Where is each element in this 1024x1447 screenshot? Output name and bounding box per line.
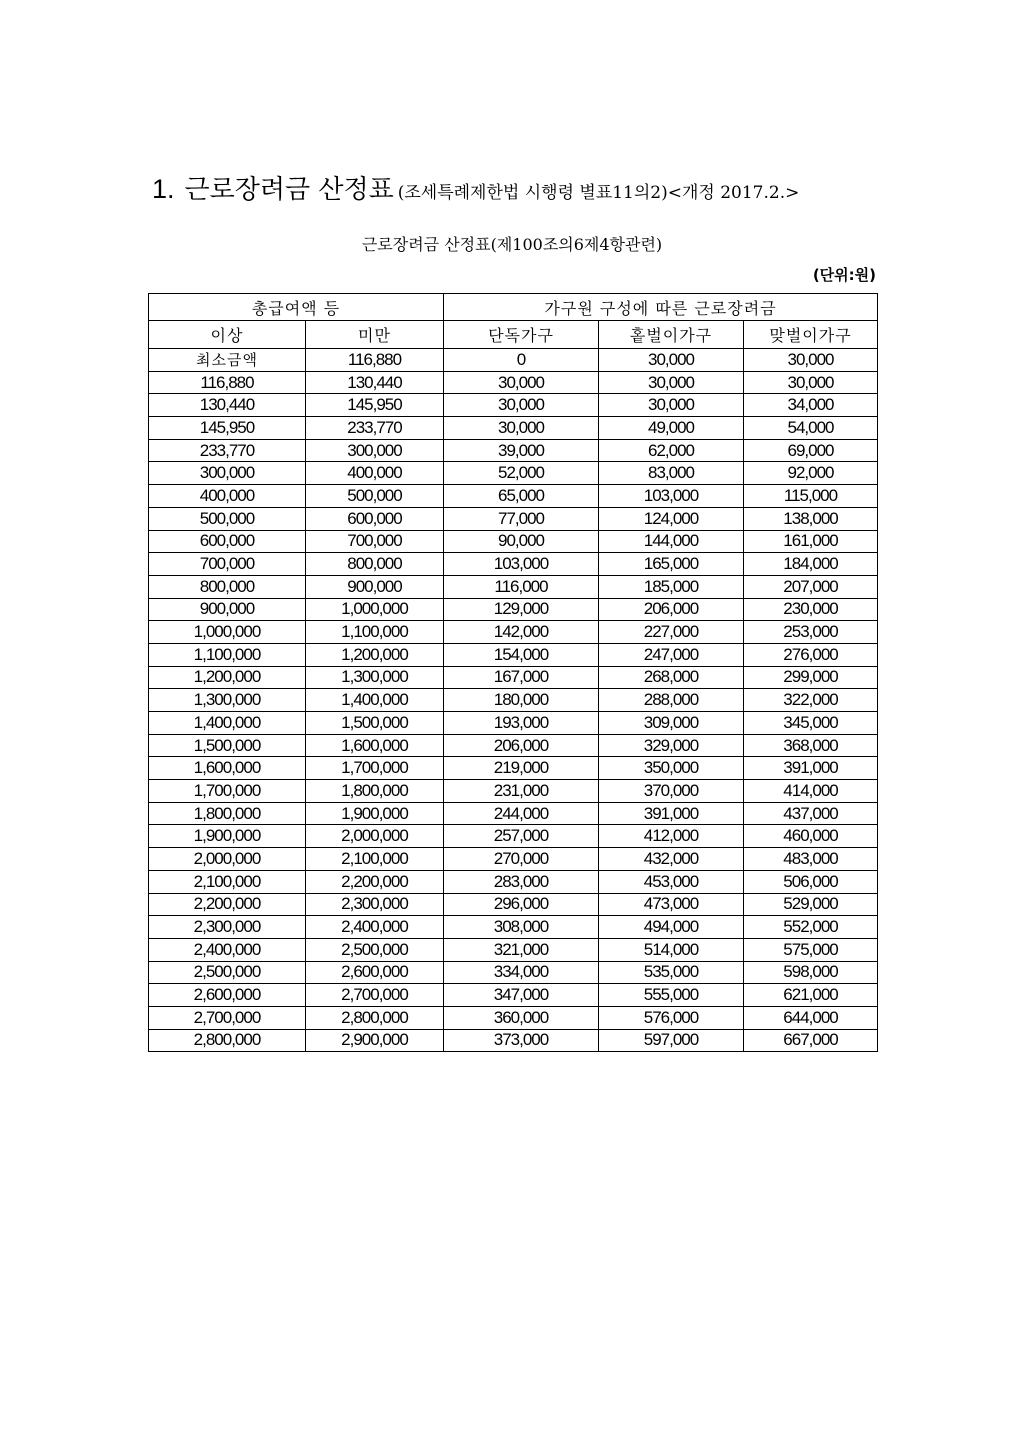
table-row xyxy=(149,870,878,893)
cell-single: 167,000 xyxy=(444,666,599,689)
cell-single: 103,000 xyxy=(444,553,599,576)
header-max: 미만 xyxy=(306,321,444,349)
cell-max: 145,950 xyxy=(306,394,444,417)
cell-max: 700,000 xyxy=(306,530,444,553)
cell-single-earner: 30,000 xyxy=(599,394,744,417)
cell-max: 1,600,000 xyxy=(306,734,444,757)
cell-dual-earner: 437,000 xyxy=(744,802,878,825)
table-row xyxy=(149,984,878,1007)
cell-min: 최소금액 xyxy=(149,349,306,372)
header-single-earner: 홑벌이가구 xyxy=(599,321,744,349)
cell-max: 130,440 xyxy=(306,371,444,394)
cell-single: 142,000 xyxy=(444,621,599,644)
cell-dual-earner: 667,000 xyxy=(744,1029,878,1052)
cell-single: 334,000 xyxy=(444,961,599,984)
cell-single-earner: 309,000 xyxy=(599,712,744,735)
table-row xyxy=(149,598,878,621)
table-row xyxy=(149,712,878,735)
cell-min: 700,000 xyxy=(149,553,306,576)
cell-single-earner: 535,000 xyxy=(599,961,744,984)
cell-dual-earner: 69,000 xyxy=(744,439,878,462)
cell-single-earner: 432,000 xyxy=(599,848,744,871)
table-row xyxy=(149,530,878,553)
cell-min: 400,000 xyxy=(149,485,306,508)
cell-min: 1,800,000 xyxy=(149,802,306,825)
cell-max: 2,300,000 xyxy=(306,893,444,916)
cell-single: 90,000 xyxy=(444,530,599,553)
cell-max: 400,000 xyxy=(306,462,444,485)
cell-max: 1,000,000 xyxy=(306,598,444,621)
cell-min: 116,880 xyxy=(149,371,306,394)
cell-single-earner: 185,000 xyxy=(599,575,744,598)
table-row xyxy=(149,485,878,508)
cell-max: 1,800,000 xyxy=(306,780,444,803)
cell-single-earner: 350,000 xyxy=(599,757,744,780)
cell-min: 1,900,000 xyxy=(149,825,306,848)
cell-single-earner: 473,000 xyxy=(599,893,744,916)
cell-single: 283,000 xyxy=(444,870,599,893)
table-row xyxy=(149,1029,878,1052)
cell-single-earner: 62,000 xyxy=(599,439,744,462)
header-single: 단독가구 xyxy=(444,321,599,349)
cell-single-earner: 144,000 xyxy=(599,530,744,553)
cell-single: 308,000 xyxy=(444,916,599,939)
cell-dual-earner: 184,000 xyxy=(744,553,878,576)
cell-dual-earner: 345,000 xyxy=(744,712,878,735)
table-header xyxy=(149,294,878,349)
header-column-row xyxy=(149,321,878,349)
cell-single-earner: 268,000 xyxy=(599,666,744,689)
table-row xyxy=(149,689,878,712)
cell-single: 30,000 xyxy=(444,394,599,417)
cell-dual-earner: 207,000 xyxy=(744,575,878,598)
cell-min: 2,400,000 xyxy=(149,938,306,961)
cell-min: 2,200,000 xyxy=(149,893,306,916)
cell-min: 1,000,000 xyxy=(149,621,306,644)
table-row xyxy=(149,757,878,780)
cell-min: 2,300,000 xyxy=(149,916,306,939)
cell-single-earner: 597,000 xyxy=(599,1029,744,1052)
table-row xyxy=(149,507,878,530)
cell-single-earner: 494,000 xyxy=(599,916,744,939)
table-row xyxy=(149,417,878,440)
cell-max: 2,800,000 xyxy=(306,1006,444,1029)
cell-single-earner: 124,000 xyxy=(599,507,744,530)
table-body xyxy=(149,349,878,1052)
cell-min: 1,600,000 xyxy=(149,757,306,780)
cell-single-earner: 206,000 xyxy=(599,598,744,621)
cell-max: 2,400,000 xyxy=(306,916,444,939)
table-row xyxy=(149,439,878,462)
cell-single: 39,000 xyxy=(444,439,599,462)
cell-single: 270,000 xyxy=(444,848,599,871)
cell-dual-earner: 598,000 xyxy=(744,961,878,984)
cell-single: 321,000 xyxy=(444,938,599,961)
cell-single-earner: 370,000 xyxy=(599,780,744,803)
cell-dual-earner: 54,000 xyxy=(744,417,878,440)
table-row xyxy=(149,734,878,757)
cell-single: 30,000 xyxy=(444,417,599,440)
cell-single: 0 xyxy=(444,349,599,372)
cell-single: 244,000 xyxy=(444,802,599,825)
table-row xyxy=(149,916,878,939)
cell-max: 2,200,000 xyxy=(306,870,444,893)
cell-single-earner: 453,000 xyxy=(599,870,744,893)
cell-min: 1,400,000 xyxy=(149,712,306,735)
cell-dual-earner: 138,000 xyxy=(744,507,878,530)
cell-dual-earner: 92,000 xyxy=(744,462,878,485)
cell-dual-earner: 34,000 xyxy=(744,394,878,417)
table-title: 근로장려금 산정표(제100조의6제4항관련) xyxy=(361,235,663,254)
cell-single: 219,000 xyxy=(444,757,599,780)
cell-min: 2,800,000 xyxy=(149,1029,306,1052)
cell-min: 1,100,000 xyxy=(149,643,306,666)
table-row xyxy=(149,394,878,417)
cell-min: 1,300,000 xyxy=(149,689,306,712)
cell-max: 1,900,000 xyxy=(306,802,444,825)
cell-dual-earner: 483,000 xyxy=(744,848,878,871)
cell-single: 257,000 xyxy=(444,825,599,848)
cell-max: 600,000 xyxy=(306,507,444,530)
cell-min: 800,000 xyxy=(149,575,306,598)
table-row xyxy=(149,780,878,803)
table-row xyxy=(149,825,878,848)
cell-single: 193,000 xyxy=(444,712,599,735)
cell-max: 2,600,000 xyxy=(306,961,444,984)
cell-single-earner: 165,000 xyxy=(599,553,744,576)
cell-min: 2,000,000 xyxy=(149,848,306,871)
table-row xyxy=(149,961,878,984)
cell-min: 145,950 xyxy=(149,417,306,440)
cell-max: 233,770 xyxy=(306,417,444,440)
cell-dual-earner: 644,000 xyxy=(744,1006,878,1029)
cell-dual-earner: 506,000 xyxy=(744,870,878,893)
cell-min: 130,440 xyxy=(149,394,306,417)
cell-max: 800,000 xyxy=(306,553,444,576)
cell-min: 1,500,000 xyxy=(149,734,306,757)
cell-single-earner: 247,000 xyxy=(599,643,744,666)
cell-single: 129,000 xyxy=(444,598,599,621)
cell-min: 2,100,000 xyxy=(149,870,306,893)
cell-dual-earner: 276,000 xyxy=(744,643,878,666)
cell-single: 347,000 xyxy=(444,984,599,1007)
cell-single: 65,000 xyxy=(444,485,599,508)
cell-min: 600,000 xyxy=(149,530,306,553)
table-row xyxy=(149,802,878,825)
cell-single: 206,000 xyxy=(444,734,599,757)
cell-single: 116,000 xyxy=(444,575,599,598)
cell-dual-earner: 322,000 xyxy=(744,689,878,712)
cell-dual-earner: 30,000 xyxy=(744,349,878,372)
header-incentive-by-household: 가구원 구성에 따른 근로장려금 xyxy=(444,294,878,321)
cell-single: 30,000 xyxy=(444,371,599,394)
cell-single: 296,000 xyxy=(444,893,599,916)
header-total-pay: 총급여액 등 xyxy=(149,294,444,321)
cell-dual-earner: 391,000 xyxy=(744,757,878,780)
table-row xyxy=(149,893,878,916)
cell-dual-earner: 161,000 xyxy=(744,530,878,553)
cell-max: 300,000 xyxy=(306,439,444,462)
table-row xyxy=(149,575,878,598)
cell-single-earner: 555,000 xyxy=(599,984,744,1007)
cell-single: 52,000 xyxy=(444,462,599,485)
cell-max: 1,300,000 xyxy=(306,666,444,689)
cell-dual-earner: 253,000 xyxy=(744,621,878,644)
cell-min: 900,000 xyxy=(149,598,306,621)
cell-dual-earner: 552,000 xyxy=(744,916,878,939)
cell-max: 1,500,000 xyxy=(306,712,444,735)
cell-single-earner: 49,000 xyxy=(599,417,744,440)
cell-single: 77,000 xyxy=(444,507,599,530)
section-title: 근로장려금 산정표 xyxy=(184,175,394,205)
cell-single-earner: 227,000 xyxy=(599,621,744,644)
table-row xyxy=(149,462,878,485)
header-min: 이상 xyxy=(149,321,306,349)
cell-dual-earner: 460,000 xyxy=(744,825,878,848)
cell-dual-earner: 414,000 xyxy=(744,780,878,803)
table-row xyxy=(149,553,878,576)
cell-single: 360,000 xyxy=(444,1006,599,1029)
cell-max: 1,700,000 xyxy=(306,757,444,780)
section-number: 1. xyxy=(152,174,175,204)
cell-max: 2,900,000 xyxy=(306,1029,444,1052)
cell-max: 2,700,000 xyxy=(306,984,444,1007)
table-row xyxy=(149,621,878,644)
cell-single-earner: 30,000 xyxy=(599,349,744,372)
cell-max: 500,000 xyxy=(306,485,444,508)
cell-single: 154,000 xyxy=(444,643,599,666)
cell-single-earner: 288,000 xyxy=(599,689,744,712)
cell-max: 900,000 xyxy=(306,575,444,598)
cell-single: 231,000 xyxy=(444,780,599,803)
cell-single-earner: 391,000 xyxy=(599,802,744,825)
cell-min: 233,770 xyxy=(149,439,306,462)
cell-dual-earner: 621,000 xyxy=(744,984,878,1007)
cell-single: 180,000 xyxy=(444,689,599,712)
cell-dual-earner: 575,000 xyxy=(744,938,878,961)
cell-min: 1,700,000 xyxy=(149,780,306,803)
header-dual-earner: 맞벌이가구 xyxy=(744,321,878,349)
cell-single-earner: 329,000 xyxy=(599,734,744,757)
table-row xyxy=(149,371,878,394)
cell-max: 1,100,000 xyxy=(306,621,444,644)
cell-single-earner: 30,000 xyxy=(599,371,744,394)
table-row xyxy=(149,848,878,871)
incentive-table xyxy=(148,293,878,1052)
cell-single-earner: 412,000 xyxy=(599,825,744,848)
cell-single: 373,000 xyxy=(444,1029,599,1052)
cell-min: 300,000 xyxy=(149,462,306,485)
section-subtitle: (조세특례제한법 시행령 별표11의2)<개정 2017.2.> xyxy=(397,183,800,203)
cell-dual-earner: 368,000 xyxy=(744,734,878,757)
table-row xyxy=(149,643,878,666)
cell-min: 2,700,000 xyxy=(149,1006,306,1029)
table-row xyxy=(149,938,878,961)
table-row xyxy=(149,349,878,372)
cell-single-earner: 83,000 xyxy=(599,462,744,485)
cell-dual-earner: 529,000 xyxy=(744,893,878,916)
header-group-row xyxy=(149,294,878,321)
cell-min: 500,000 xyxy=(149,507,306,530)
table-row xyxy=(149,666,878,689)
table-row xyxy=(149,1006,878,1029)
cell-max: 116,880 xyxy=(306,349,444,372)
cell-dual-earner: 115,000 xyxy=(744,485,878,508)
cell-dual-earner: 230,000 xyxy=(744,598,878,621)
cell-min: 2,600,000 xyxy=(149,984,306,1007)
unit-label: (단위:원) xyxy=(812,266,876,284)
cell-max: 2,100,000 xyxy=(306,848,444,871)
cell-dual-earner: 30,000 xyxy=(744,371,878,394)
cell-min: 2,500,000 xyxy=(149,961,306,984)
cell-dual-earner: 299,000 xyxy=(744,666,878,689)
cell-max: 1,200,000 xyxy=(306,643,444,666)
cell-single-earner: 103,000 xyxy=(599,485,744,508)
cell-single-earner: 514,000 xyxy=(599,938,744,961)
cell-min: 1,200,000 xyxy=(149,666,306,689)
cell-max: 2,000,000 xyxy=(306,825,444,848)
cell-max: 1,400,000 xyxy=(306,689,444,712)
cell-max: 2,500,000 xyxy=(306,938,444,961)
cell-single-earner: 576,000 xyxy=(599,1006,744,1029)
document-title xyxy=(152,176,799,203)
